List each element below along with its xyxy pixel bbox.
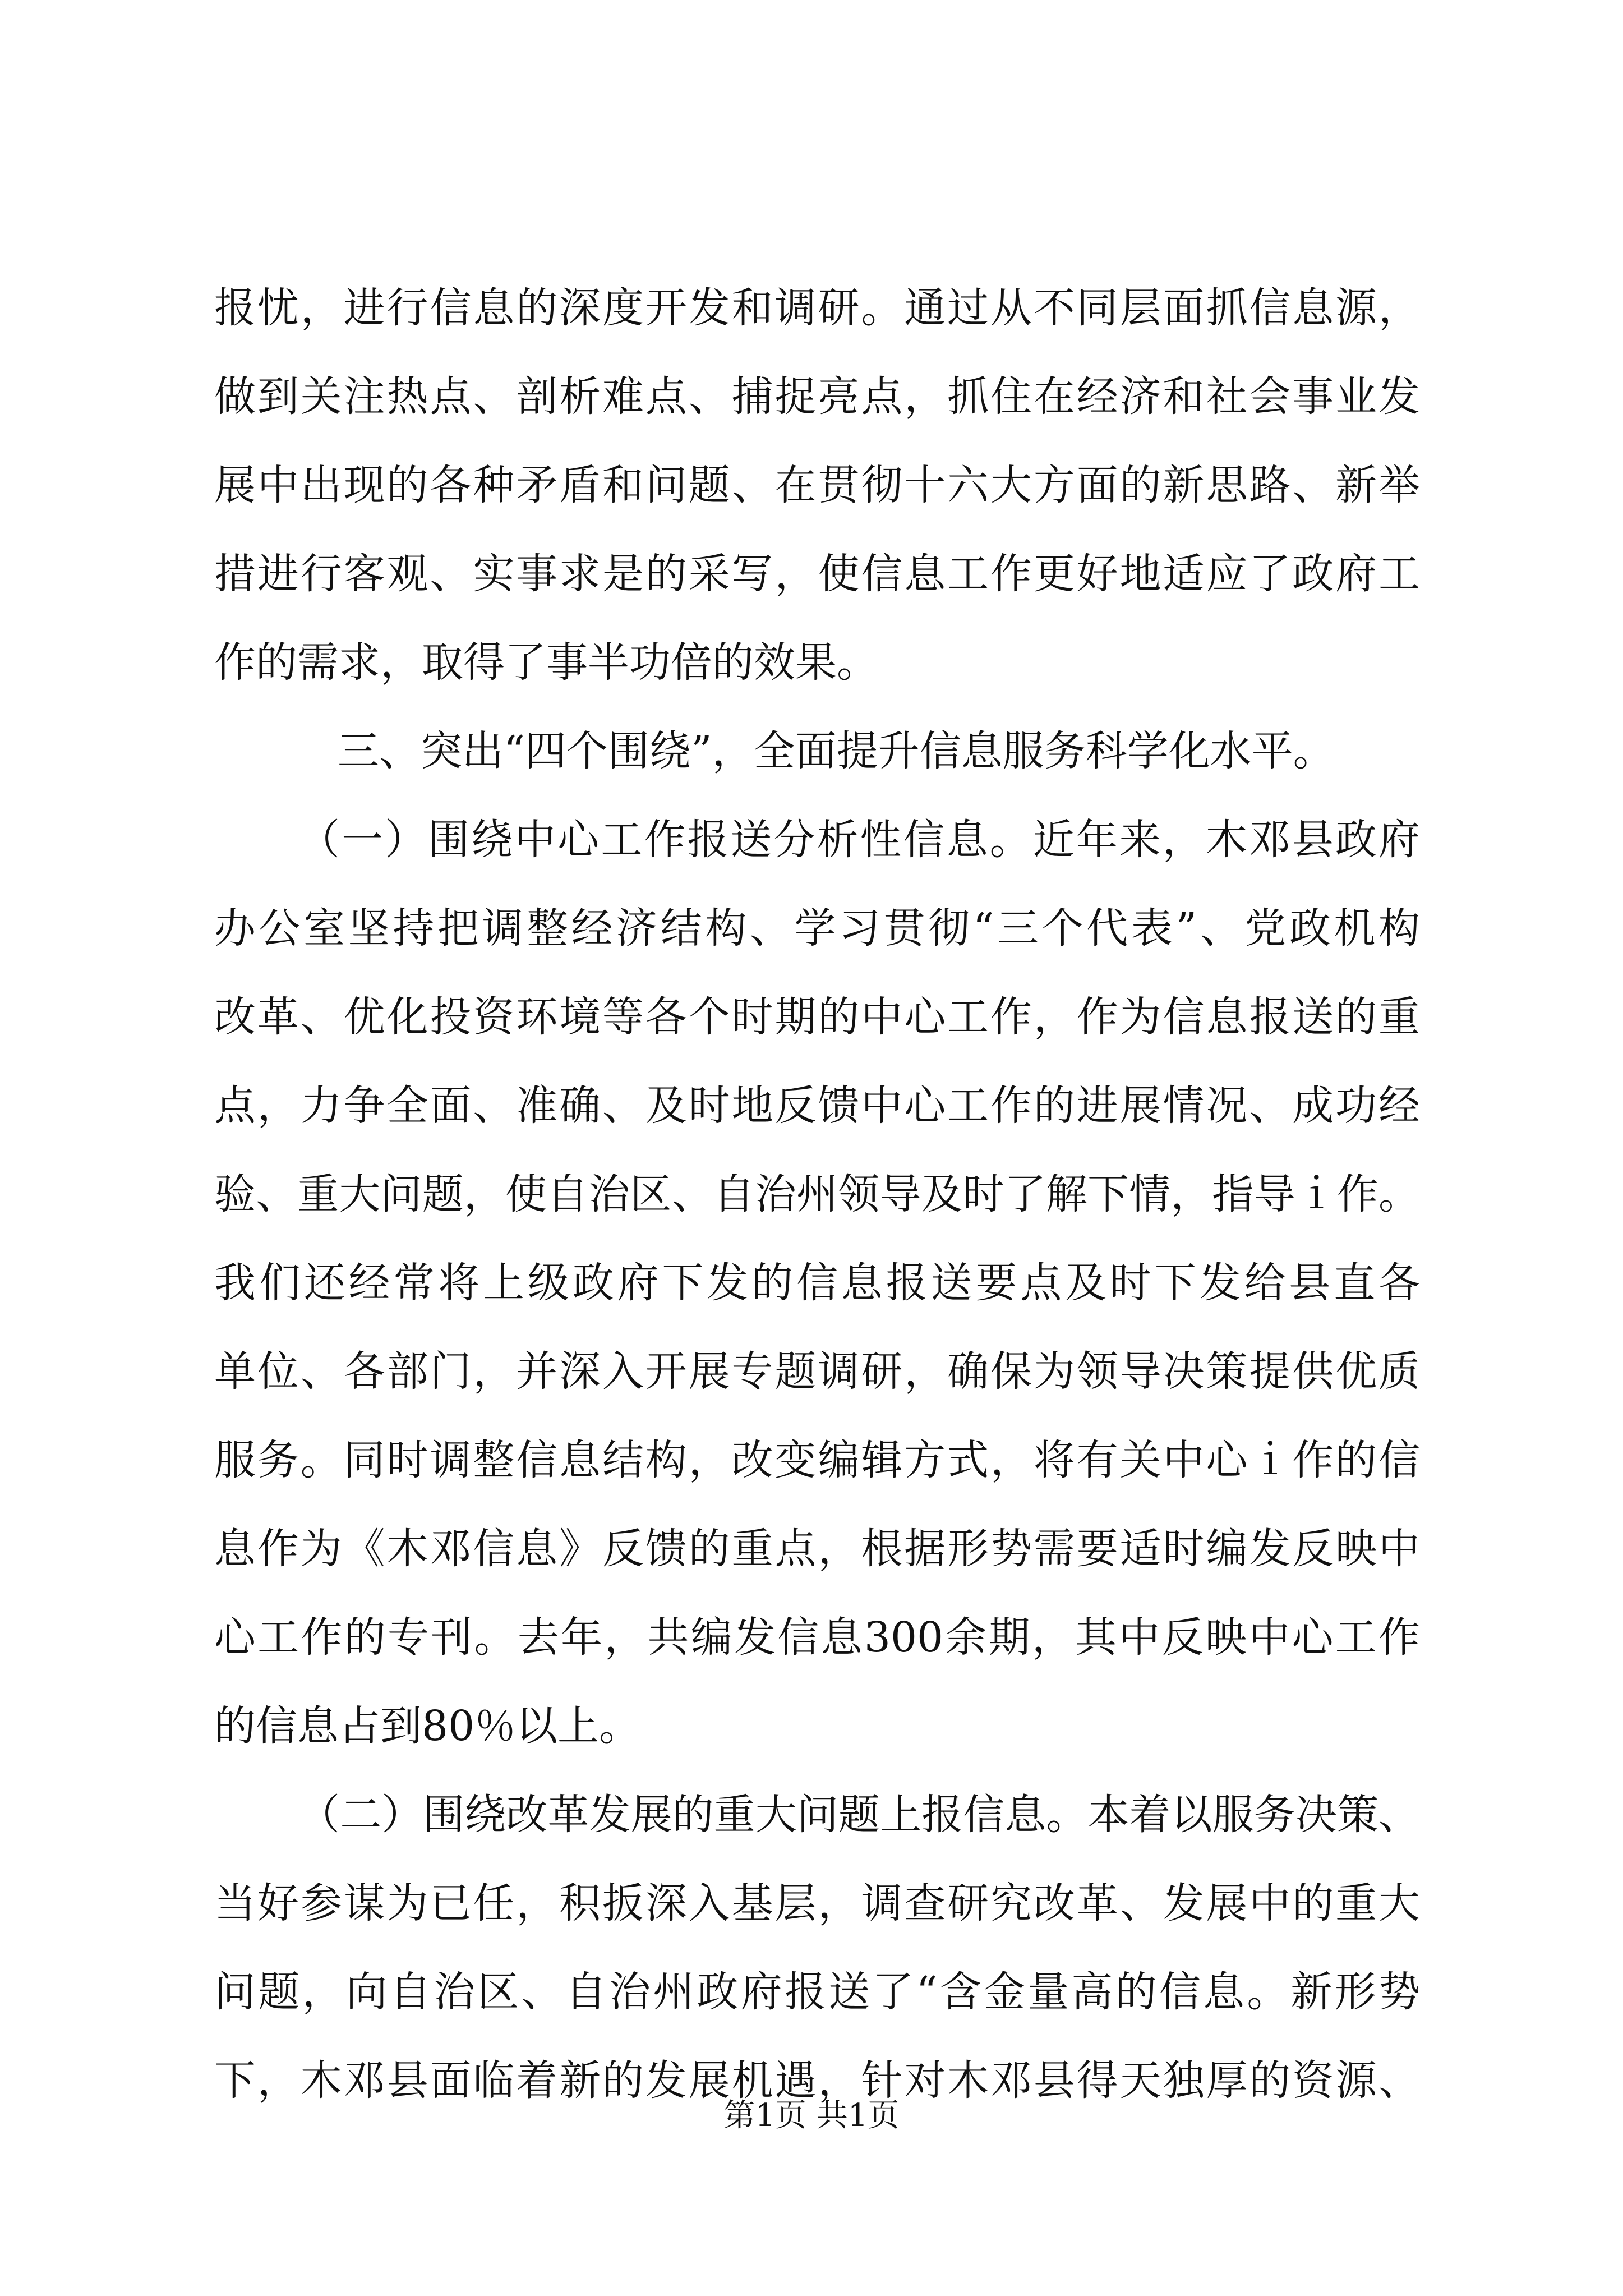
text-line: 做到关注热点、剖析难点、捕捉亮点，抓住在经济和社会事业发 (214, 372, 1420, 421)
text-line: （一）围绕中心工作报送分析性信息。近年来，木邓县政府 (298, 816, 1420, 864)
text-line: 息作为《木邓信息》反馈的重点，根据形势需要适时编发反映中 (214, 1525, 1420, 1573)
text-line: 报忧，进行信息的深度开发和调研。通过从不同层面抓信息源， (214, 284, 1420, 332)
text-line: 服务。同时调整信息结构，改变编辑方式，将有关中心ｉ作的信 (214, 1436, 1420, 1484)
text-line: 作的需求，取得了事半功倍的效果。 (214, 638, 878, 687)
text-line: 的信息占到80％以上。 (214, 1702, 641, 1750)
text-line: 单位、各部门，并深入开展专题调研，确保为领导决策提供优质 (214, 1347, 1420, 1396)
text-line: 措进行客观、实事求是的采写，使信息工作更好地适应了政府工 (214, 550, 1420, 598)
text-line: 心工作的专刊。去年，共编发信息300余期，其中反映中心工作 (214, 1613, 1420, 1662)
text-line: 当好参谋为已任，积扳深入基层，调查研究改革、发展中的重大 (214, 1879, 1420, 1927)
text-line: 改革、优化投资环境等各个时期的中心工作，作为信息报送的重 (214, 993, 1420, 1041)
text-line: 我们还经常将上级政府下发的信息报送要点及时下发给县直各 (214, 1259, 1420, 1307)
text-line: 展中出现的各种矛盾和问题、在贯彻十六大方面的新思路、新举 (214, 461, 1420, 509)
text-line: 问题，向自治区、自治州政府报送了“含金量高的信息。新形势 (214, 1968, 1420, 2016)
text-line: 点，力争全面、准确、及时地反馈中心工作的进展情况、成功经 (214, 1082, 1420, 1130)
page-number: 第1页 共1页 (723, 2097, 900, 2134)
text-line: （二）围绕改革发展的重大问题上报信息。本着以服务决策、 (298, 1791, 1420, 1839)
text-line: 验、重大问题，使自治区、自治州领导及时了解下情，指导ｉ作。 (214, 1170, 1420, 1218)
section-heading: 三、突出“四个围绕”，全面提升信息服务科学化水平。 (338, 727, 1335, 775)
text-line: 办公室坚持把调整经济结构、学习贯彻“三个代表”、党政机构 (214, 904, 1420, 953)
document-body (214, 264, 1420, 2125)
text-line: 下，木邓县面临着新的发展机遇，针对木邓县得天独厚的资源、 (214, 2056, 1420, 2105)
